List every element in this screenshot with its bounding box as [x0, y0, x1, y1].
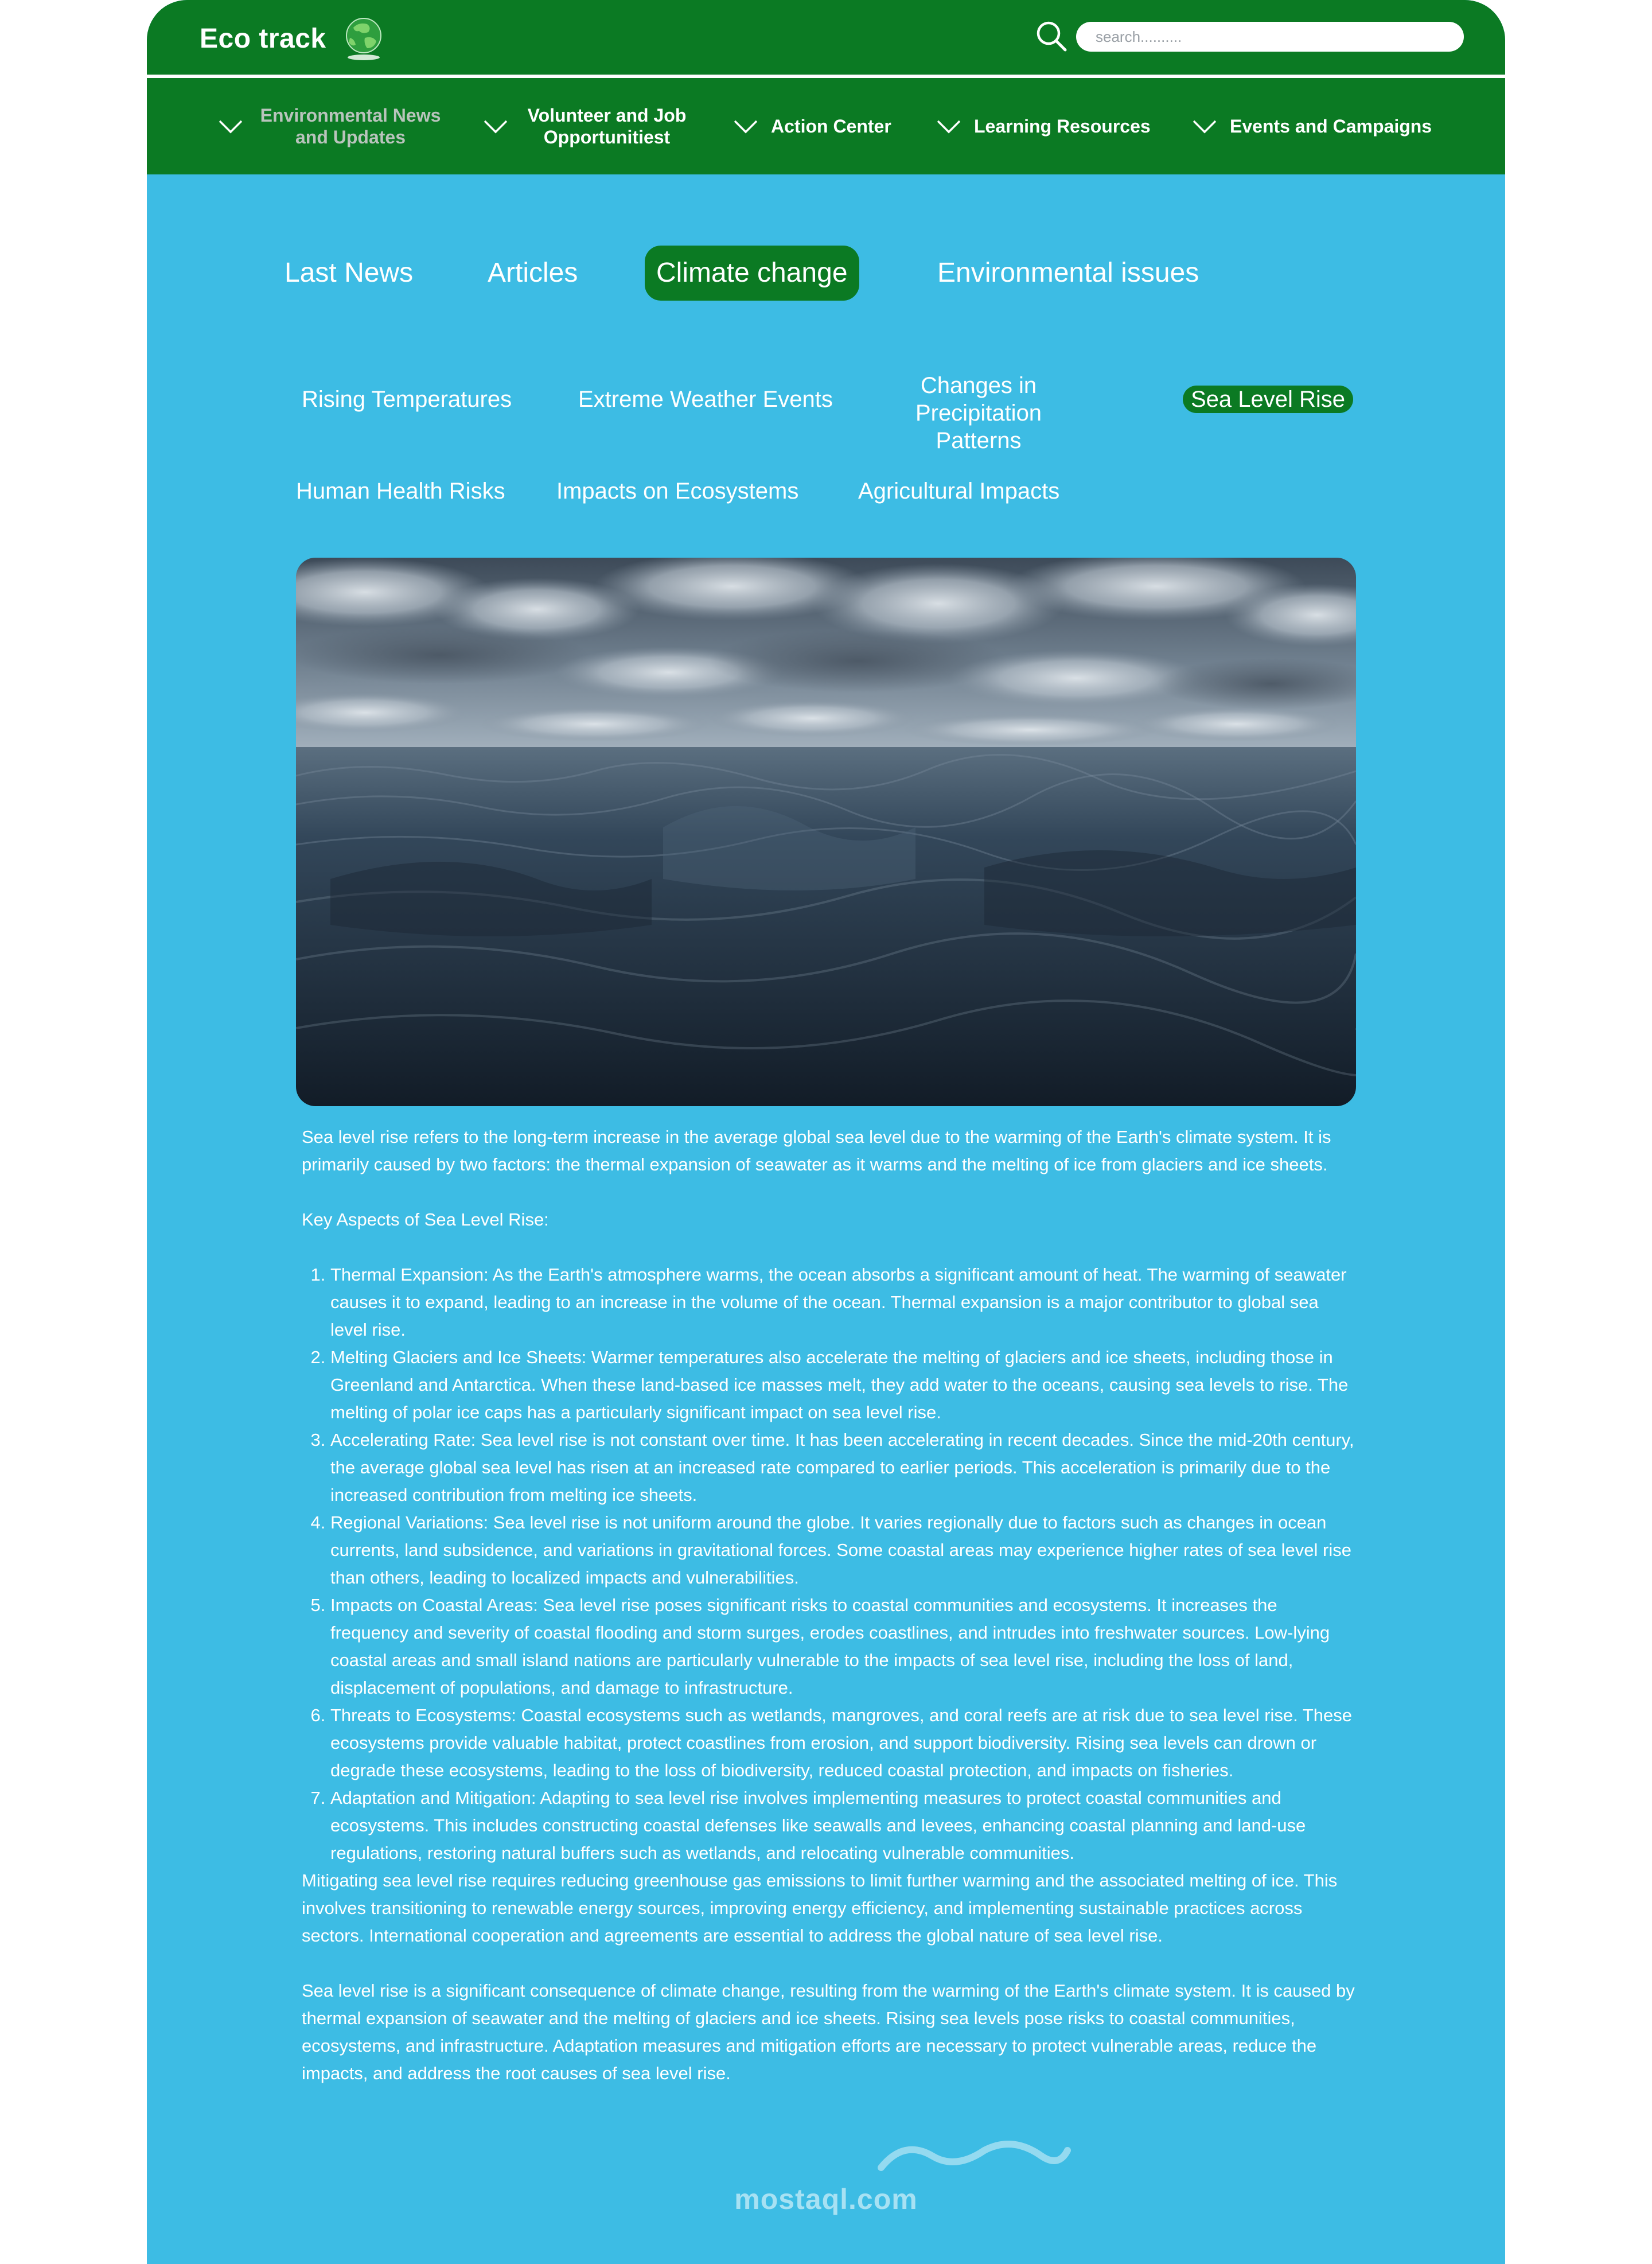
subtab-human-health[interactable]: Human Health Risks: [296, 479, 505, 504]
article-conclusion: Sea level rise is a significant consequence of climate change, resulting from the warming of the Earth's climate system. It is caused by thermal expansion of seawater and the melting of glaciers and ice sheets. Rising sea levels pose risks to coastal communities, ecosystems, and infrastructure. Adaptation measures and mitigation efforts are necessary to protect vulnerable areas, reduce the impacts, and address the root causes of sea level rise.: [302, 1981, 1355, 2083]
list-item: 6. Threats to Ecosystems: Coastal ecosystems such as wetlands, mangroves, and coral reefs are at risk due to sea level rise. These ecosystems provide valuable habitat, protect coastlines from erosion, and support biodiversity. Rising sea levels can drown or degrade these ecosystems, leading to the loss of biodiversity, reduced coastal protection, and impacts on fisheries.: [330, 1702, 1357, 1784]
watermark-text: mostaql.com: [734, 2183, 918, 2215]
list-item: 5. Impacts on Coastal Areas: Sea level rise poses significant risks to coastal communities and ecosystems. It increases the frequency and severity of coastal flooding and storm surges, erodes coastlines, and intrudes into freshwater sources. Low-lying coastal areas and small island nations are particularly vulnerable to the impacts of sea level rise, including the loss of land, displacement of populations, and damage to infrastructure.: [330, 1592, 1357, 1702]
subtab-agricultural[interactable]: Agricultural Impacts: [858, 479, 1060, 504]
nav-label: Events and Campaigns: [1230, 116, 1432, 137]
tab-last-news[interactable]: Last News: [285, 258, 414, 288]
article-mitigation: Mitigating sea level rise requires reducing greenhouse gas emissions to limit further warming and the associated melting of ice. This involves transitioning to renewable energy sources, improving energy efficiency, and implementing sustainable practices across sectors. International cooperation and agreements are essential to address the global nature of sea level rise.: [302, 1870, 1338, 1946]
chevron-down-icon: [733, 118, 758, 134]
globe-icon: [342, 15, 385, 62]
brand-name[interactable]: Eco track: [200, 24, 326, 54]
tab-climate-change[interactable]: Climate change: [645, 246, 859, 301]
list-item: 4. Regional Variations: Sea level rise is not uniform around the globe. It varies regionally due to factors such as changes in ocean currents, land subsidence, and variations in gravitational forces. Some coastal areas may experience higher rates of sea level rise than others, leading to localized impacts and vulnerabilities.: [330, 1509, 1357, 1592]
article-intro: Sea level rise refers to the long-term increase in the average global sea level due to the warming of the Earth's climate system. It is primarily caused by two factors: the thermal expansion of seawater as it warms and the melting of ice from glaciers and ice sheets.: [302, 1127, 1331, 1174]
subtab-rising-temperatures[interactable]: Rising Temperatures: [302, 387, 512, 412]
top-bar: [147, 0, 1505, 75]
list-item: 1. Thermal Expansion: As the Earth's atmosphere warms, the ocean absorbs a significant amount of heat. The warming of seawater causes it to expand, leading to an increase in the volume of the ocean. Thermal expansion is a major contributor to global sea level rise.: [330, 1261, 1357, 1344]
main-nav: [147, 78, 1505, 174]
page-frame: [147, 0, 1505, 2264]
nav-item-learning-resources[interactable]: [936, 78, 1151, 174]
nav-item-events-campaigns[interactable]: [1192, 78, 1432, 174]
chevron-down-icon: [1192, 118, 1217, 134]
nav-item-action-center[interactable]: [733, 78, 891, 174]
ocean-photo-illustration: [296, 558, 1356, 1106]
subtab-precipitation-patterns[interactable]: Changes in Precipitation Patterns: [915, 373, 1042, 453]
watermark-logo: [870, 2133, 1076, 2179]
list-item: 2. Melting Glaciers and Ice Sheets: Warmer temperatures also accelerate the melting of glaciers and ice sheets, including those in Greenland and Antarctica. When these land-based ice masses melt, they add water to the oceans, causing sea levels to rise. The melting of polar ice caps has a particularly significant impact on sea level rise.: [330, 1344, 1357, 1426]
list-item: 3. Accelerating Rate: Sea level rise is not constant over time. It has been accelerating in recent decades. Since the mid-20th century, the average global sea level has risen at an increased rate compared to earlier periods. This acceleration is primarily due to the increased contribution from melting ice sheets.: [330, 1426, 1357, 1509]
tab-environmental-issues[interactable]: Environmental issues: [937, 258, 1199, 288]
nav-item-volunteer-jobs[interactable]: [483, 78, 693, 174]
ocean-photo: [296, 558, 1356, 1106]
list-item: 7. Adaptation and Mitigation: Adapting to sea level rise involves implementing measures to protect coastal communities and ecosystems. This includes constructing coastal defenses like seawalls and levees, enhancing coastal planning and land-use regulations, restoring natural buffers such as wetlands, and relocating vulnerable communities.: [330, 1784, 1357, 1867]
chevron-down-icon: [483, 118, 508, 134]
search-input[interactable]: [1076, 22, 1464, 52]
subtab-sea-level-rise[interactable]: Sea Level Rise: [1183, 386, 1353, 413]
chevron-down-icon: [936, 118, 961, 134]
subtab-extreme-weather[interactable]: Extreme Weather Events: [578, 387, 833, 412]
subtab-ecosystems[interactable]: Impacts on Ecosystems: [556, 479, 799, 504]
key-aspects-list: [302, 1261, 1357, 1867]
article-key-heading: Key Aspects of Sea Level Rise:: [302, 1209, 549, 1230]
nav-label: Action Center: [771, 116, 891, 137]
nav-label: Learning Resources: [974, 116, 1151, 137]
nav-label: Volunteer and Job Opportunitiest: [527, 105, 687, 147]
nav-label: Environmental News and Updates: [260, 105, 441, 147]
nav-item-environmental-news[interactable]: [218, 78, 445, 174]
chevron-down-icon: [218, 118, 243, 134]
search-icon[interactable]: [1035, 20, 1068, 53]
tab-articles[interactable]: Articles: [488, 258, 578, 288]
article-body: [302, 1123, 1357, 2087]
